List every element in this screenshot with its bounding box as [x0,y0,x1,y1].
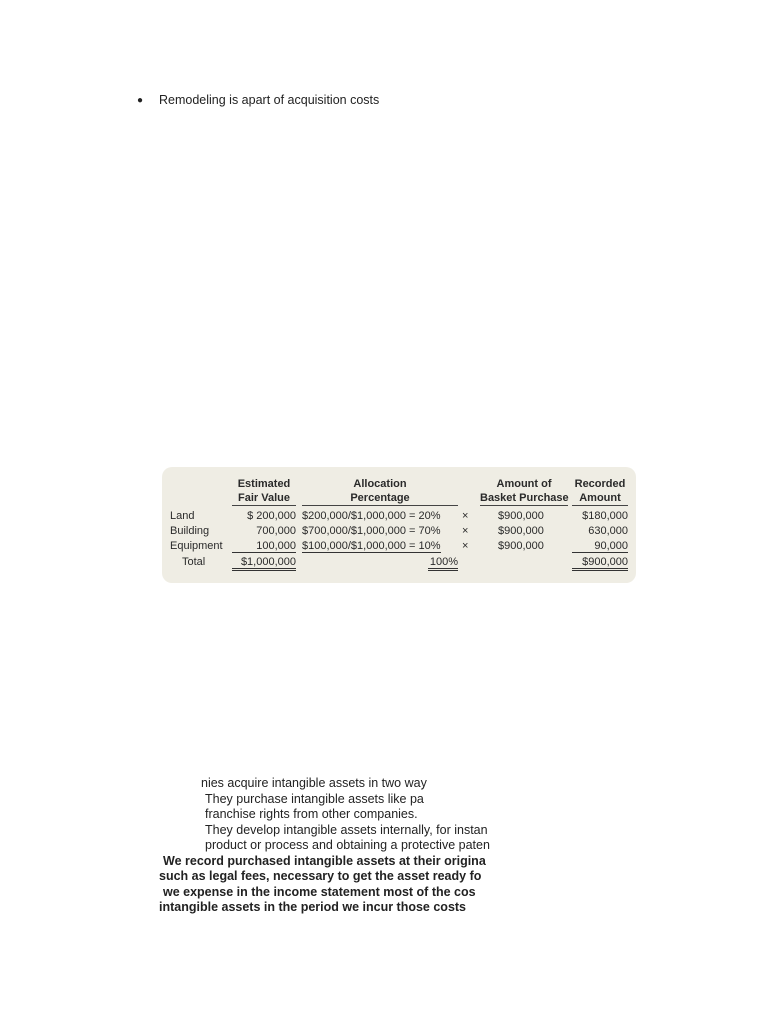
cell-op-building: × [462,525,469,537]
text-line-8: we expense in the income statement most of the cos [163,884,476,899]
header-recorded-l1: Recorded [574,478,626,490]
header-fair-value [232,477,296,505]
cell-basket-equipment: $900,000 [498,540,544,552]
cell-basket-land: $900,000 [498,510,544,522]
cell-recorded-building: 630,000 [588,525,628,537]
intangibles-text-block [145,776,565,916]
cell-formula-building: $700,000/$1,000,000 = 70% [302,525,441,537]
cell-op-equipment: × [462,540,469,552]
header-basket-l1: Amount of [496,478,552,490]
cell-formula-equipment: $100,000/$1,000,000 = 10% [302,540,441,552]
header-percentage [302,477,458,505]
cell-op-land: × [462,510,469,522]
row-label-equipment: Equipment [170,540,223,552]
text-line-6: We record purchased intangible assets at their origina [163,853,486,868]
text-line-4: They develop intangible assets internally, for instan [205,822,488,837]
bullet-icon: ● [137,94,144,106]
allocation-table [162,467,636,583]
text-line-9: intangible assets in the period we incur those costs [159,900,467,914]
cell-recorded-total: $900,000 [572,556,628,571]
text-line-2: They purchase intangible assets like pa [205,791,424,806]
cell-fair-value-equipment: 100,000 [232,540,296,553]
header-recorded [572,477,628,505]
text-line-5: product or process and obtaining a protective paten [205,838,490,852]
header-basket-l2: Basket Purchase [480,492,569,504]
row-label-building: Building [170,525,210,537]
text-line-3: franchise rights from other companies. [205,807,418,821]
cell-percentage-total: 100% [428,556,458,571]
row-label-total: Total [182,556,206,568]
header-percentage-l1: Allocation [353,478,407,490]
header-fair-value-l2: Fair Value [238,492,290,504]
header-fair-value-l1: Estimated [237,478,291,490]
cell-fair-value-land: $ 200,000 [247,510,296,522]
header-percentage-l2: Percentage [350,492,410,504]
bullet-item [137,93,379,107]
cell-fair-value-building: 700,000 [256,525,296,537]
cell-formula-land: $200,000/$1,000,000 = 20% [302,510,441,522]
cell-basket-building: $900,000 [498,525,544,537]
row-label-land: Land [170,510,195,522]
cell-recorded-equipment: 90,000 [572,540,628,553]
text-line-1: nies acquire intangible assets in two way [201,776,427,790]
text-line-7: such as legal fees, necessary to get the asset ready fo [159,869,482,883]
header-recorded-l2: Amount [579,492,621,504]
cell-fair-value-total: $1,000,000 [232,556,296,571]
cell-recorded-land: $180,000 [582,510,628,522]
bullet-text: Remodeling is apart of acquisition costs [159,93,380,107]
header-basket [480,477,568,505]
